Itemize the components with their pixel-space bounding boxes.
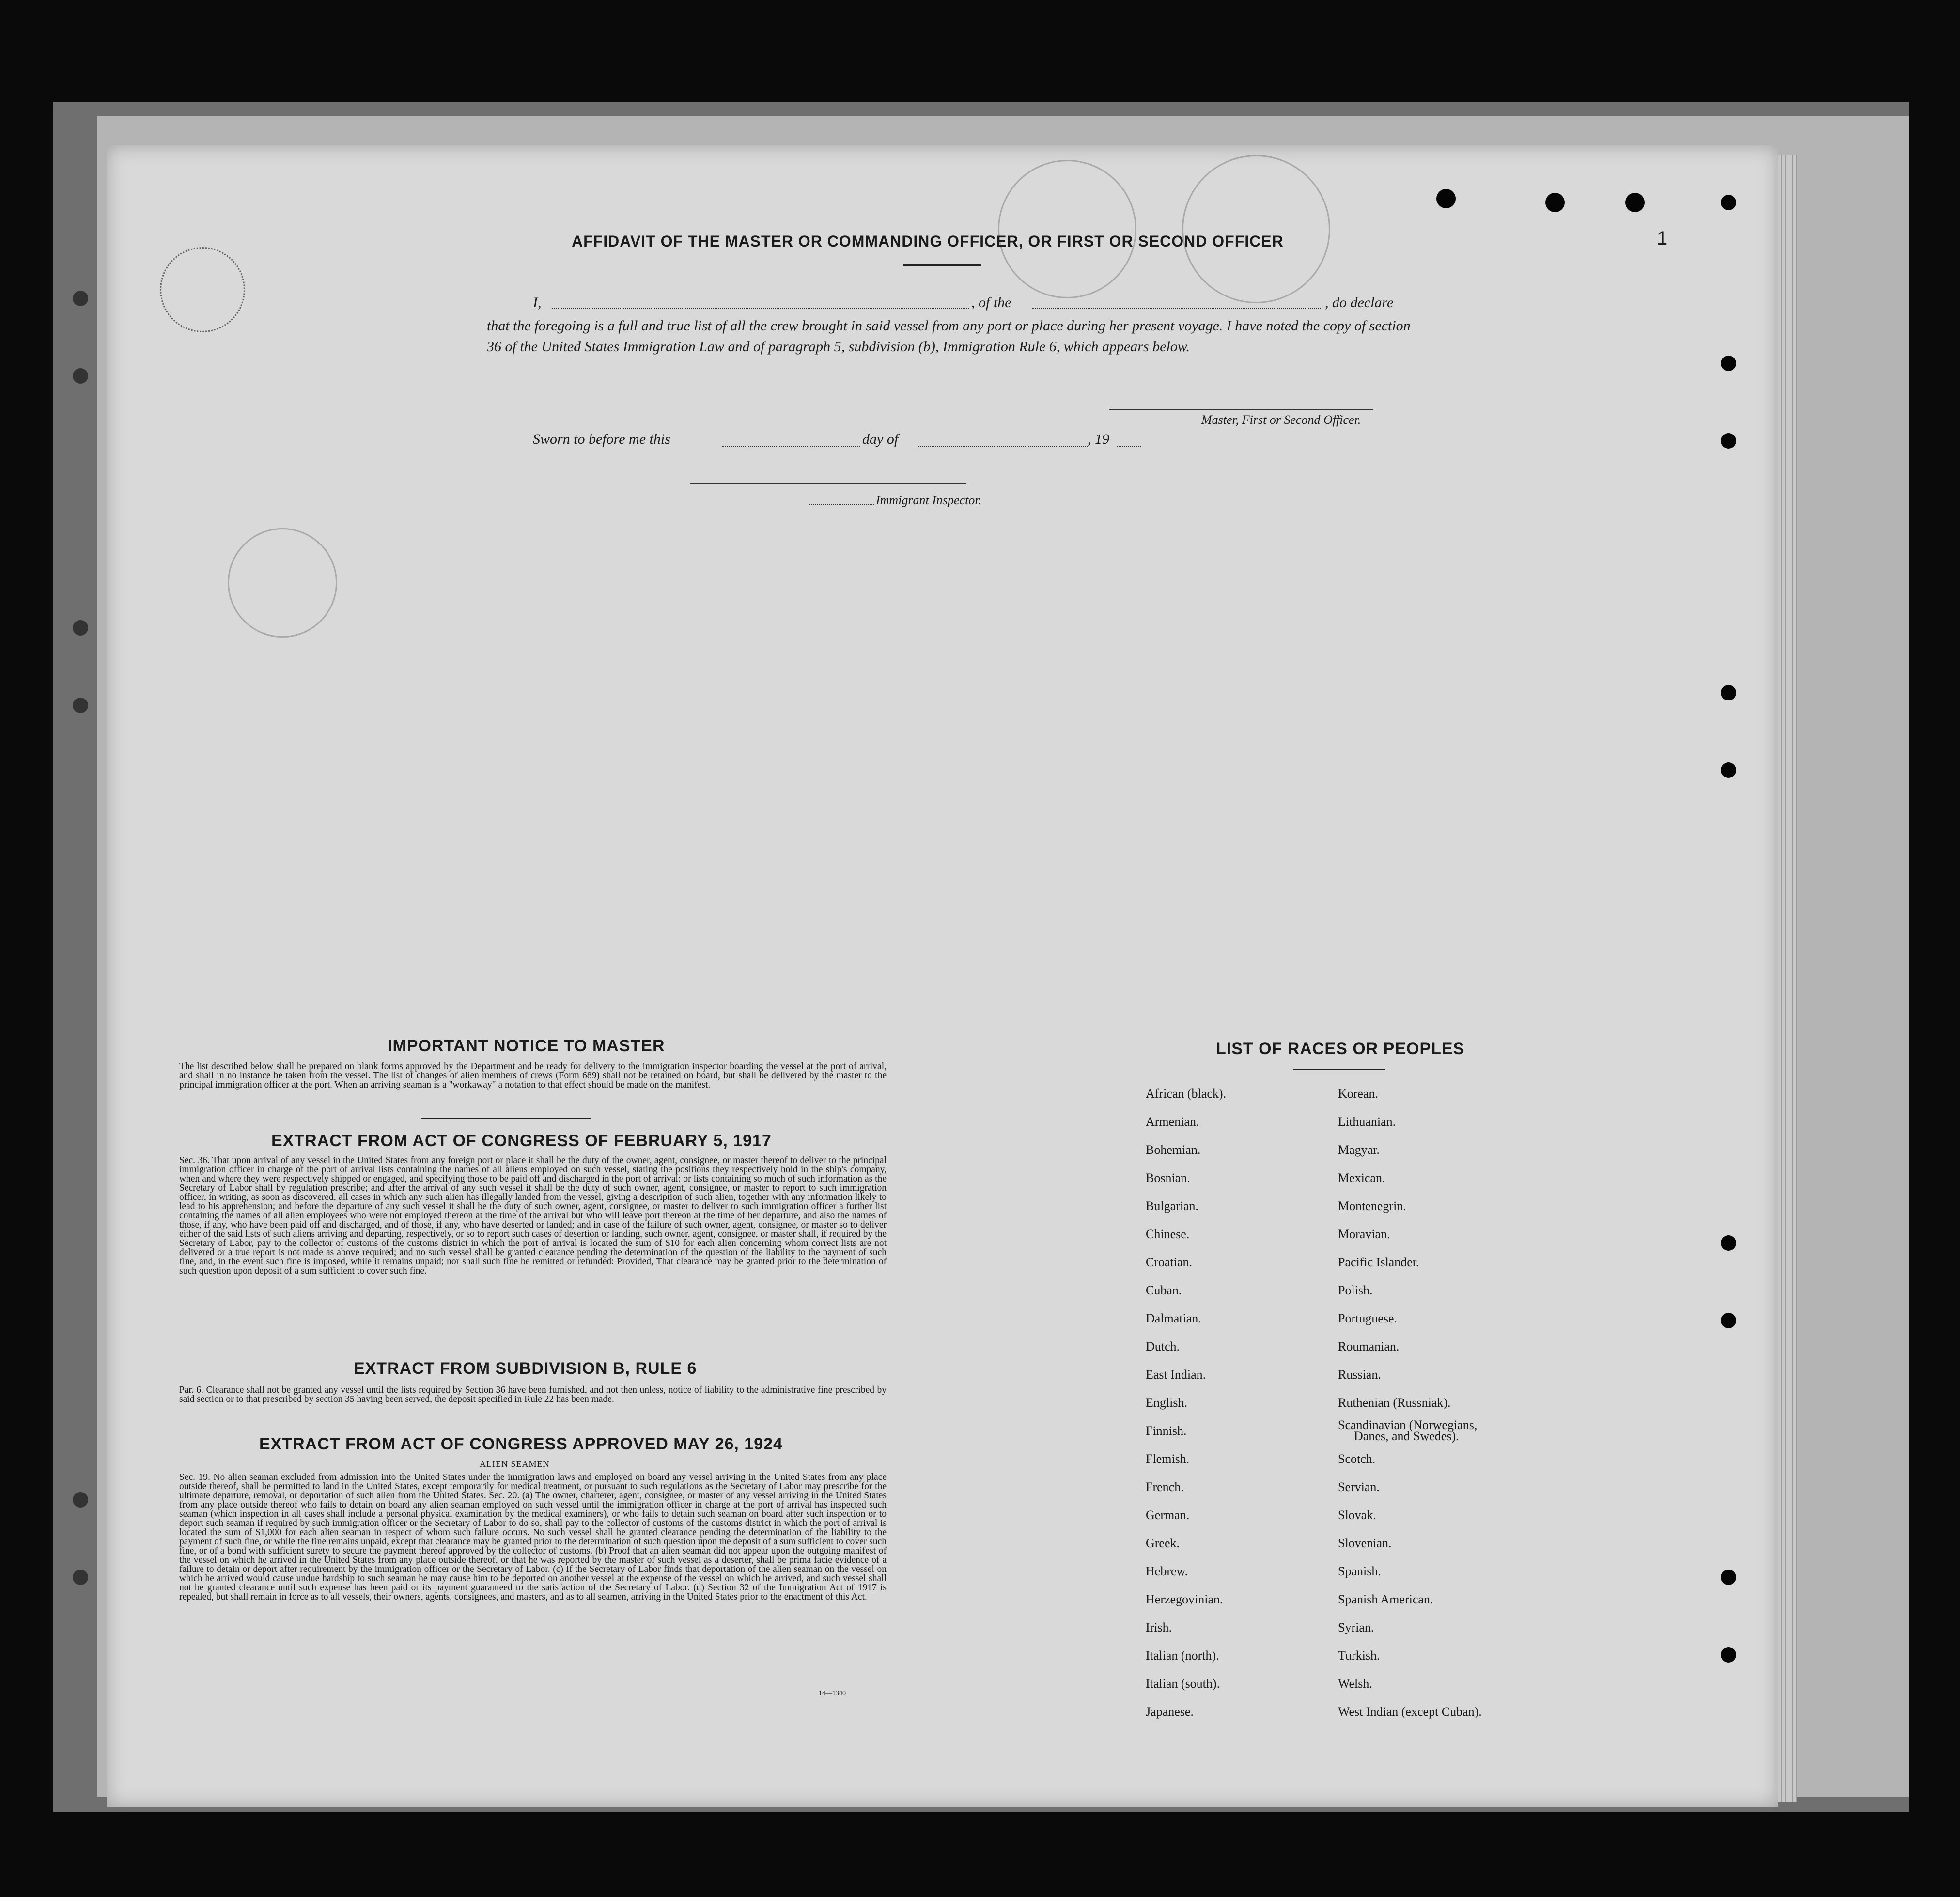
signature-line[interactable]: [1109, 409, 1373, 410]
extract-1924-title: EXTRACT FROM ACT OF CONGRESS APPROVED MAY 26, 1924: [259, 1435, 783, 1453]
punch-hole-icon: [73, 291, 88, 306]
affidavit-body: that the foregoing is a full and true list of all the crew brought in said vessel from any port or place during her present voyage. I have noted the copy of section 36 of the United States Immigration Law and of paragraph 5, subdivision (b), Immigration Rule 6, which appears below.: [487, 318, 1411, 355]
race-item: English.: [1146, 1396, 1187, 1410]
sworn-prefix: Sworn to before me this: [533, 431, 670, 447]
stamp-mark: [160, 247, 245, 332]
extract-1917-title: EXTRACT FROM ACT OF CONGRESS OF FEBRUARY 5, 1917: [271, 1132, 772, 1150]
race-item: Cuban.: [1146, 1283, 1182, 1297]
race-item: French.: [1146, 1480, 1184, 1494]
race-item: Japanese.: [1146, 1705, 1194, 1719]
sworn-day-of: day of: [862, 431, 899, 447]
punch-hole-icon: [1721, 685, 1736, 700]
race-item: East Indian.: [1146, 1368, 1206, 1382]
title-rule: [903, 264, 981, 266]
race-item: Moravian.: [1338, 1227, 1390, 1241]
race-item: Roumanian.: [1338, 1339, 1400, 1353]
inspector-line[interactable]: [690, 483, 966, 484]
race-item: Chinese.: [1146, 1227, 1190, 1241]
race-item: Pacific Islander.: [1338, 1255, 1419, 1269]
race-item: Bulgarian.: [1146, 1199, 1199, 1213]
punch-hole-icon: [1436, 189, 1456, 208]
extract-1924-text: Sec. 19. No alien seaman excluded from admission into the United States under the immigration laws and employed on board any vessel arriving in the United States from any place outside thereof, shall be permitted to land in the United States, except temporarily for medical treatment, or pursuant to such regulations as the Secretary of Labor may prescribe for the ultimate departure, removal, or deportation of such alien from the United States. Sec. 20. (a) The owner, charterer, agent, consignee, or master of any vessel arriving in the United States from any place outside thereof who fails to detain on board any alien seaman employed on such vessel until the immigration officer in charge at the port of arrival has inspected such seaman (which inspection in all cases shall include a personal physical examination by the medical examiners), or who fails to detain such seaman on board after such inspection or to deport such seaman if required by such immigration officer or the Secretary of Labor to do so, shall pay to the collector of customs of the customs district in which the port of arrival is located the sum of $1,000 for each alien seaman in respect of whom such failure occurs. No such vessel shall be granted clearance pending the determination of the liability to the payment of such fine, or while the fine remains unpaid, except that clearance may be granted prior to the determination of such question upon the deposit of a sum sufficient to cover such fine, or of a bond with sufficient surety to secure the payment thereof approved by the collector of customs. (b) Proof that an alien seaman did not appear upon the outgoing manifest of the vessel on which he arrived in the United States from any place outside thereof, or that he was reported by the master of such vessel as a deserter, shall be prima facie evidence of a failure to detain or deport after requirement by the immigration officer or the Secretary of Labor. (c) If the Secretary of Labor finds that deportation of the alien seaman on the vessel on which he arrived would cause undue hardship to such seaman he may cause him to be deported on another vessel at the expense of the vessel on which he arrived, and such vessel shall not be granted clearance until such expense has been paid or its payment guaranteed to the satisfaction of the Secretary of Labor. (d) Section 32 of the Immigration Act of 1917 is repealed, but shall remain in force as to all vessels, their owners, agents, consignees, and masters, and as to all seamen, arriving in the United States prior to the enactment of this Act.: [179, 1472, 887, 1602]
notice-text: The list described below shall be prepared on blank forms approved by the Department and be ready for delivery to the immigration inspector boarding the vessel at the port of arrival, and shall in no instance be taken from the vessel. The list of changes of alien members of crews (Form 689) shall not be retained on board, but shall be delivered by the master to the principal immigration officer at the port. When an arriving seaman is a "workaway" a notation to that effect should be made on the manifest.: [179, 1061, 887, 1090]
race-item: Korean.: [1338, 1087, 1379, 1101]
section-rule: [421, 1118, 591, 1119]
race-item: Scotch.: [1338, 1452, 1376, 1466]
race-item: Turkish.: [1338, 1648, 1380, 1663]
faint-seal-3: [228, 528, 337, 638]
notice-title: IMPORTANT NOTICE TO MASTER: [388, 1037, 665, 1055]
sworn-year-blank[interactable]: [1117, 446, 1141, 447]
punch-hole-icon: [1721, 1313, 1736, 1328]
signature-label: Master, First or Second Officer.: [1201, 413, 1361, 427]
race-item: Spanish.: [1338, 1564, 1381, 1578]
race-item: Herzegovinian.: [1146, 1592, 1223, 1606]
extract-rule6-title: EXTRACT FROM SUBDIVISION B, RULE 6: [354, 1359, 697, 1378]
race-item: Slovak.: [1338, 1508, 1376, 1522]
sworn-day-blank[interactable]: [722, 446, 860, 447]
race-item: Syrian.: [1338, 1620, 1374, 1634]
race-item: Lithuanian.: [1338, 1115, 1396, 1129]
punch-hole-icon: [1625, 193, 1645, 212]
faint-seal-1: [998, 160, 1136, 298]
race-item: Magyar.: [1338, 1143, 1380, 1157]
extract-1924-subtitle: ALIEN SEAMEN: [480, 1459, 550, 1469]
vessel-blank[interactable]: [1032, 308, 1322, 309]
race-item: Irish.: [1146, 1620, 1172, 1634]
race-item: Ruthenian (Russniak).: [1338, 1396, 1451, 1410]
punch-hole-icon: [1721, 195, 1736, 210]
race-item: Dalmatian.: [1146, 1311, 1201, 1325]
corner-mark: 1: [1657, 228, 1668, 249]
punch-hole-icon: [1721, 1235, 1736, 1251]
race-item: Bohemian.: [1146, 1143, 1201, 1157]
race-item: Greek.: [1146, 1536, 1180, 1550]
punch-hole-icon: [1721, 1570, 1736, 1585]
race-item: Mexican.: [1338, 1171, 1385, 1185]
race-item: Flemish.: [1146, 1452, 1190, 1466]
inspector-dots: [809, 504, 874, 505]
form-code: 14—1340: [819, 1690, 846, 1697]
punch-hole-icon: [73, 1570, 88, 1585]
race-item: Polish.: [1338, 1283, 1373, 1297]
extract-rule6-text: Par. 6. Clearance shall not be granted any vessel until the lists required by Section 36 have been furnished, and not then unless, notice of liability to the administrative fine prescribed by said section or to that prescribed by section 35 having been served, the deposit specified in Rule 22 has been made.: [179, 1385, 887, 1404]
race-item: Servian.: [1338, 1480, 1380, 1494]
punch-hole-icon: [73, 368, 88, 384]
affidavit-title: AFFIDAVIT OF THE MASTER OR COMMANDING OFFICER, OR FIRST OR SECOND OFFICER: [572, 233, 1284, 250]
affidavit-line1-suffix: , do declare: [1325, 295, 1394, 311]
punch-hole-icon: [1721, 762, 1736, 778]
race-item: Welsh.: [1338, 1677, 1372, 1691]
race-item: Croatian.: [1146, 1255, 1193, 1269]
punch-hole-icon: [1721, 433, 1736, 449]
extract-1917-text: Sec. 36. That upon arrival of any vessel in the United States from any foreign port or place it shall be the duty of the owner, agent, consignee, or master thereof to deliver to the principal immigration officer in charge of the port of arrival lists containing the names of all aliens employed on such vessel, stating the positions they respectively hold in the ship's company, when and where they were respectively shipped or engaged, and specifying those to be paid off and discharged in the port of arrival; or lists containing so much of such information as the Secretary of Labor shall by regulation prescribe; and after the arrival of any such vessel it shall be the duty of such owner, agent, consignee, or master to report to such immigration officer, in writing, as soon as discovered, all cases in which any such alien has illegally landed from the vessel, giving a description of such alien, together with any information likely to lead to his apprehension; and before the departure of any such vessel it shall be the duty of such owner, agent, consignee, or master to deliver to such immigration officer a further list containing the names of all alien employees who were not employed thereon at the time of the arrival but who will leave port thereon at the time of her departure, and also the names of those, if any, who have been paid off and discharged, and of those, if any, who have deserted or landed; and in case of the failure of such owner, agent, consignee, or master so to deliver either of the said lists of such aliens arriving and departing, respectively, or so to report such cases of desertion or landing, such owner, agent, consignee, or master shall, if required by the Secretary of Labor, pay to the collector of customs of the customs district in which the port of arrival is located the sum of $10 for each alien concerning whom correct lists are not delivered or a true report is not made as above required; and no such vessel shall be granted clearance pending the determination of the question of the liability to the payment of such fine, and, in the event such fine is imposed, while it remains unpaid; nor shall such fine be remitted or refunded: Provided, That clearance may be granted prior to the determination of such question upon deposit of a sum sufficient to cover such fine.: [179, 1155, 887, 1276]
race-item: Dutch.: [1146, 1339, 1180, 1353]
sworn-month-blank[interactable]: [918, 446, 1088, 447]
name-blank[interactable]: [552, 308, 969, 309]
race-item: Finnish.: [1146, 1424, 1187, 1438]
race-item: West Indian (except Cuban).: [1338, 1705, 1482, 1719]
race-item: Montenegrin.: [1338, 1199, 1406, 1213]
race-item: Armenian.: [1146, 1115, 1199, 1129]
races-title: LIST OF RACES OR PEOPLES: [1216, 1040, 1465, 1058]
punch-hole-icon: [1721, 356, 1736, 371]
sworn-year: , 19: [1088, 431, 1109, 447]
race-item: Bosnian.: [1146, 1171, 1190, 1185]
races-rule: [1293, 1069, 1385, 1070]
punch-hole-icon: [1721, 1647, 1736, 1663]
affidavit-line1-prefix: I,: [533, 295, 542, 311]
race-item: Slovenian.: [1338, 1536, 1392, 1550]
race-item: Italian (north).: [1146, 1648, 1219, 1663]
race-item: African (black).: [1146, 1087, 1227, 1101]
inspector-label: Immigrant Inspector.: [876, 493, 982, 507]
faint-seal-2: [1182, 155, 1330, 303]
page-edge-stack: [1778, 155, 1797, 1802]
race-item: Scandinavian (Norwegians,: [1338, 1418, 1478, 1432]
punch-hole-icon: [73, 620, 88, 636]
race-item: Italian (south).: [1146, 1677, 1220, 1691]
race-item: Hebrew.: [1146, 1564, 1188, 1578]
punch-hole-icon: [73, 698, 88, 713]
race-item: German.: [1146, 1508, 1190, 1522]
punch-hole-icon: [1545, 193, 1565, 212]
affidavit-line1-mid: , of the: [971, 295, 1011, 311]
race-item: Danes, and Swedes).: [1354, 1429, 1459, 1443]
race-item: Spanish American.: [1338, 1592, 1433, 1606]
race-item: Portuguese.: [1338, 1311, 1398, 1325]
race-item: Russian.: [1338, 1368, 1381, 1382]
punch-hole-icon: [73, 1492, 88, 1508]
